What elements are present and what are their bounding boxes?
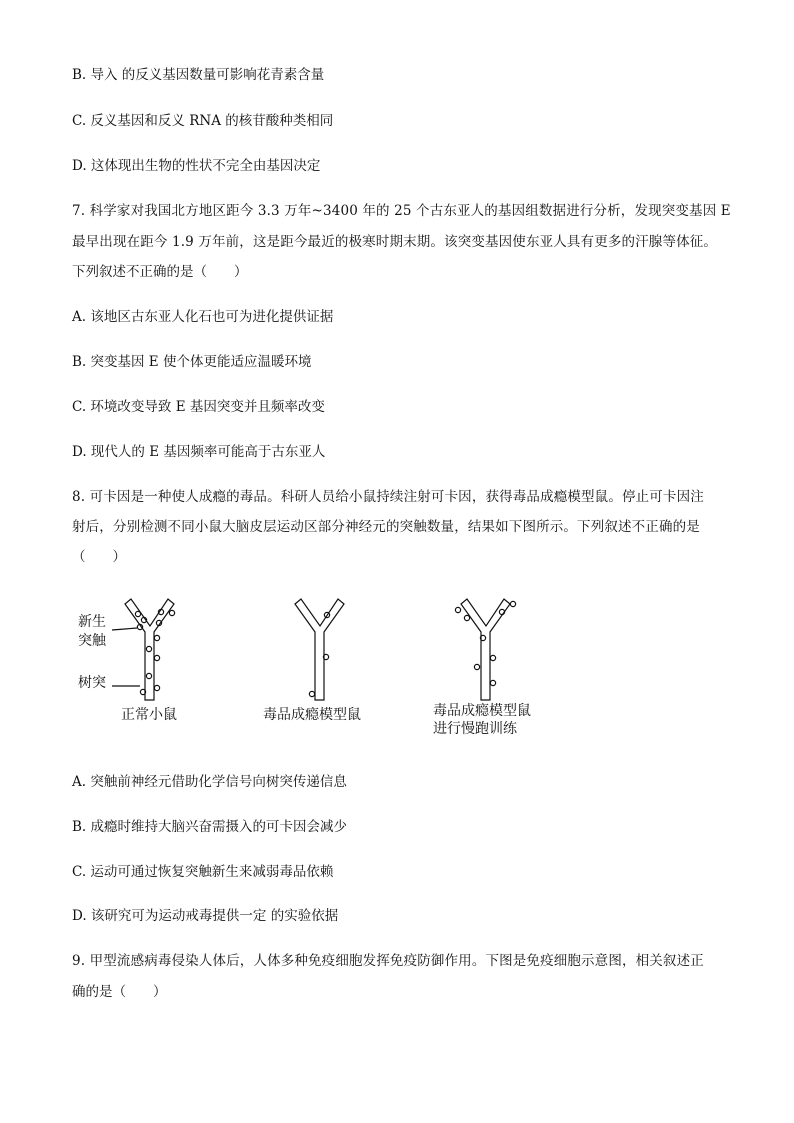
dendrite-addiction-model bbox=[295, 599, 344, 700]
q7-stem-line1: 7. 科学家对我国北方地区距今 3.3 万年~3400 年的 25 个古东亚人的基因组数据进行分析，发现突变基因 E bbox=[72, 203, 731, 219]
q8-option-b: B. 成瘾时维持大脑兴奋需摄入的可卡因会减少 bbox=[72, 819, 348, 835]
q8-stem-line2: 射后，分别检测不同小鼠大脑皮层运动区部分神经元的突触数量，结果如下图所示。下列叙述不正确的是 bbox=[72, 519, 700, 535]
q8-option-c: C. 运动可通过恢复突触新生来减弱毒品依赖 bbox=[72, 864, 334, 880]
q7-option-c: C. 环境改变导致 E 基因突变并且频率改变 bbox=[72, 399, 325, 415]
caption-addiction-model: 毒品成瘾模型鼠 bbox=[263, 707, 361, 723]
q9-stem-line2: 确的是（ ） bbox=[72, 984, 167, 1000]
dendrite-normal-mouse bbox=[125, 599, 175, 700]
q7-option-a: A. 该地区古东亚人化石也可为进化提供证据 bbox=[72, 309, 334, 325]
q8-stem-line3: （ ） bbox=[72, 549, 126, 565]
dendrite-jogging-model bbox=[455, 599, 515, 700]
caption-normal-mouse: 正常小鼠 bbox=[121, 707, 177, 723]
q7-stem-line2: 最早出现在距今 1.9 万年前，这是距今最近的极寒时期末期。该突变基因使东亚人具有更多的汗腺等体征。 bbox=[72, 234, 718, 250]
caption-jogging-line2: 进行慢跑训练 bbox=[433, 721, 517, 737]
caption-jogging-line1: 毒品成瘾模型鼠 bbox=[433, 703, 531, 719]
dendrite-synapse-figure bbox=[70, 590, 570, 750]
label-dendrite: 树突 bbox=[78, 675, 106, 691]
q8-option-d: D. 该研究可为运动戒毒提供一定 的实验依据 bbox=[72, 908, 339, 924]
q8-option-a: A. 突触前神经元借助化学信号向树突传递信息 bbox=[72, 774, 347, 790]
new-synapse-leader-line bbox=[112, 628, 137, 630]
label-new-synapse-line1: 新生 bbox=[78, 614, 106, 630]
q9-stem-line1: 9. 甲型流感病毒侵染人体后，人体多种免疫细胞发挥免疫防御作用。下图是免疫细胞示意图，相关叙述正 bbox=[72, 953, 704, 969]
label-new-synapse-line2: 突触 bbox=[78, 633, 106, 649]
q8-stem-line1: 8. 可卡因是一种使人成瘾的毒品。科研人员给小鼠持续注射可卡因，获得毒品成瘾模型鼠。停止可卡因注 bbox=[72, 489, 704, 505]
q6-option-c: C. 反义基因和反义 RNA 的核苷酸种类相同 bbox=[72, 113, 334, 129]
q7-option-b: B. 突变基因 E 使个体更能适应温暖环境 bbox=[72, 354, 312, 370]
q7-option-d: D. 现代人的 E 基因频率可能高于古东亚人 bbox=[72, 444, 326, 460]
q6-option-d: D. 这体现出生物的性状不完全由基因决定 bbox=[72, 158, 321, 174]
q7-stem-line3: 下列叙述不正确的是（ ） bbox=[72, 264, 248, 280]
q6-option-b: B. 导入 的反义基因数量可影响花青素含量 bbox=[72, 67, 325, 83]
